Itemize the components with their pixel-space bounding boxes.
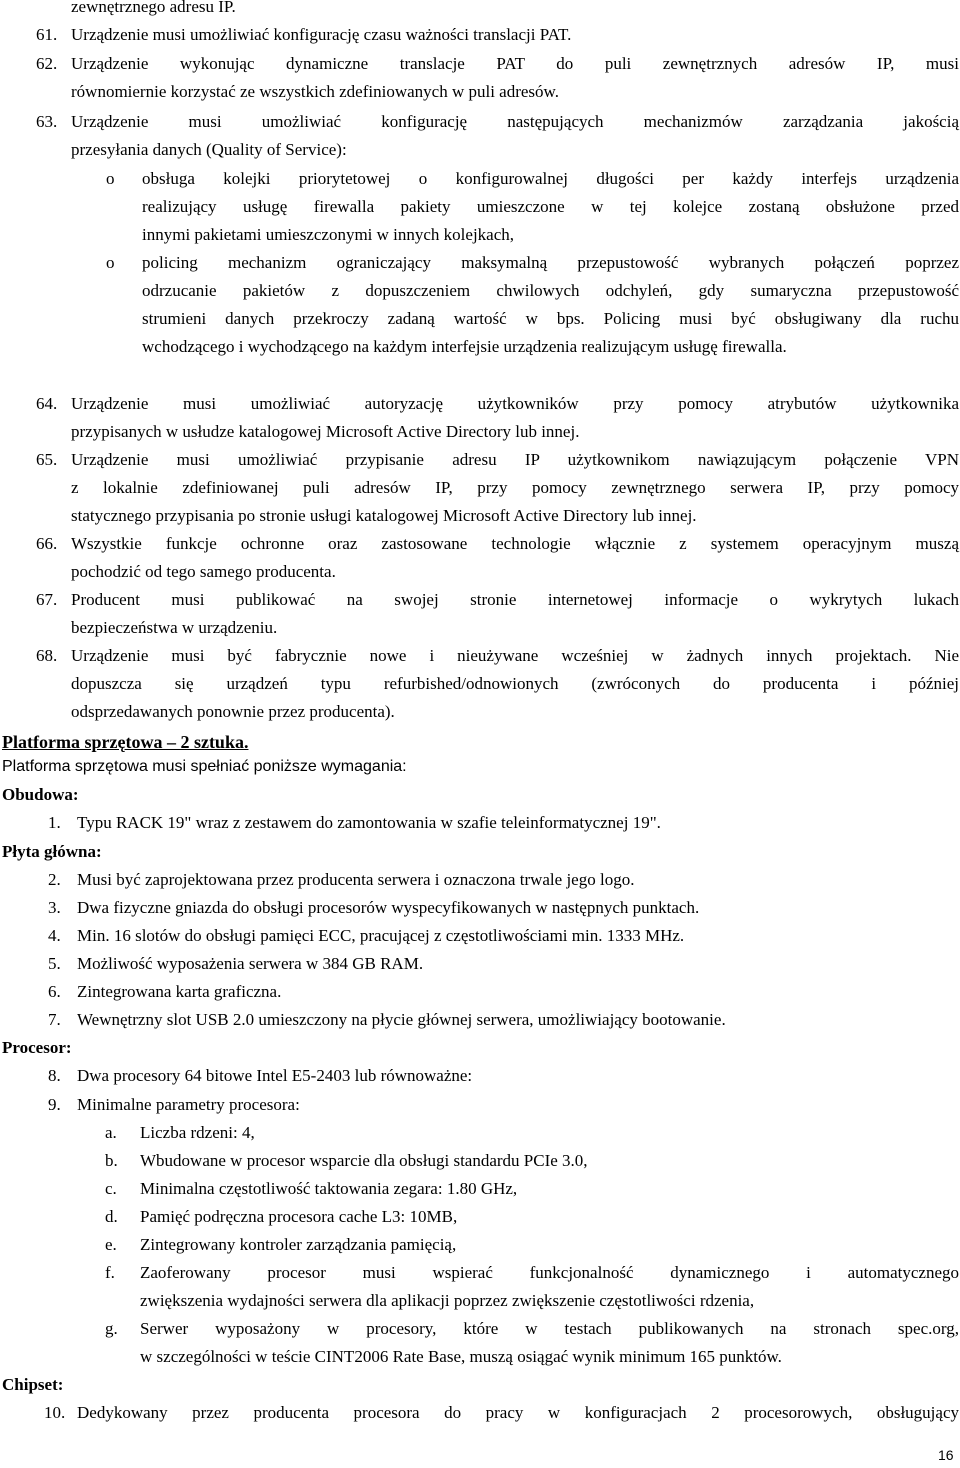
item-number: 1. — [48, 813, 61, 832]
subsection-heading: Płyta główna: — [2, 842, 102, 861]
item-number: 5. — [48, 954, 61, 973]
text-line: Zintegrowana karta graficzna. — [77, 982, 282, 1001]
text-line: w szczególności w teście CINT2006 Rate Base, muszą osiągać wynik minimum 165 punktów. — [140, 1347, 782, 1366]
item-number: 61. — [36, 25, 58, 44]
item-number: 3. — [48, 898, 61, 917]
section-heading: Platforma sprzętowa – 2 sztuka. — [2, 732, 249, 752]
text-line: Zaoferowany procesor musi wspierać funkcjonalność dynamicznego i automatycznego — [140, 1263, 959, 1282]
item-number: 10. — [44, 1403, 66, 1422]
text-line: Minimalne parametry procesora: — [77, 1095, 300, 1114]
item-number: 63. — [36, 112, 58, 131]
text-line: Typu RACK 19" wraz z zestawem do zamontowania w szafie teleinformatycznej 19". — [77, 813, 661, 832]
text-line: dopuszcza się urządzeń typu refurbished/odnowionych (zwróconych do producenta i później — [71, 674, 959, 693]
text-line: Urządzenie musi umożliwiać przypisanie adresu IP użytkownikom nawiązującym połączenie VPN — [71, 450, 959, 469]
text-line: Musi być zaprojektowana przez producenta serwera i oznaczona trwale jego logo. — [77, 870, 635, 889]
text-line: zewnętrznego adresu IP. — [71, 0, 236, 16]
text-line: Min. 16 slotów do obsługi pamięci ECC, pracującej z częstotliwościami min. 1333 MHz. — [77, 926, 685, 945]
text-line: Pamięć podręczna procesora cache L3: 10MB, — [140, 1207, 458, 1226]
text-line: Wbudowane w procesor wsparcie dla obsługi standardu PCIe 3.0, — [140, 1151, 588, 1170]
text-line: Zintegrowany kontroler zarządzania pamięcią, — [140, 1235, 457, 1254]
item-number: 6. — [48, 982, 61, 1001]
section-intro: Platforma sprzętowa musi spełniać poniższe wymagania: — [2, 758, 407, 775]
page-number: 16 — [938, 1447, 954, 1463]
text-line: wchodzącego i wychodzącego na każdym interfejsie urządzenia realizującym usługę firewalla. — [142, 337, 787, 356]
text-line: Urządzenie wykonując dynamiczne translacje PAT do puli zewnętrznych adresów IP, musi — [71, 54, 959, 73]
text-line: przypisanych w usłudze katalogowej Microsoft Active Directory lub innej. — [71, 422, 580, 441]
text-line: równomiernie korzystać ze wszystkich zdefiniowanych w puli adresów. — [71, 82, 559, 101]
item-number: 65. — [36, 450, 58, 469]
sub-item-letter: d. — [105, 1207, 118, 1226]
item-number: 64. — [36, 394, 58, 413]
item-number: 2. — [48, 870, 61, 889]
sub-item-letter: c. — [105, 1179, 117, 1198]
subsection-heading: Chipset: — [2, 1375, 64, 1394]
text-line: policing mechanizm ograniczający maksymalną przepustowość wybranych połączeń poprzez — [142, 253, 959, 272]
item-number: 66. — [36, 534, 58, 553]
text-line: obsługa kolejki priorytetowej o konfigurowalnej długości per każdy interfejs urządzenia — [142, 169, 959, 188]
sub-item-letter: g. — [105, 1319, 118, 1338]
text-line: Urządzenie musi umożliwiać konfigurację następujących mechanizmów zarządzania jakością — [71, 112, 959, 131]
text-line: Dwa procesory 64 bitowe Intel E5-2403 lub równoważne: — [77, 1066, 473, 1085]
text-line: Liczba rdzeni: 4, — [140, 1123, 255, 1142]
subsection-heading: Obudowa: — [2, 785, 79, 804]
text-line: odrzucanie pakietów z dopuszczeniem chwilowych odchyleń, gdy sumaryczna przepustowość — [142, 281, 959, 300]
text-line: statycznego przypisania po stronie usługi katalogowej Microsoft Active Directory lub innej. — [71, 506, 697, 525]
text-line: Możliwość wyposażenia serwera w 384 GB RAM. — [77, 954, 424, 973]
text-line: Wewnętrzny slot USB 2.0 umieszczony na płycie głównej serwera, umożliwiający bootowanie. — [77, 1010, 726, 1029]
text-line: realizujący usługę firewalla pakiety umieszczone w tej kolejce zostaną obsłużone przed — [142, 197, 959, 216]
text-line: Dedykowany przez producenta procesora do pracy w konfiguracjach 2 procesorowych, obsługujący — [77, 1403, 959, 1422]
text-line: bezpieczeństwa w urządzeniu. — [71, 618, 278, 637]
bullet-icon: o — [106, 169, 115, 188]
item-number: 67. — [36, 590, 58, 609]
text-line: strumieni danych przekroczy zadaną wartość w bps. Policing musi być obsługiwany dla ruchu — [142, 309, 959, 328]
subsection-heading: Procesor: — [2, 1038, 72, 1057]
text-line: Dwa fizyczne gniazda do obsługi procesorów wyspecyfikowanych w następnych punktach. — [77, 898, 700, 917]
item-number: 7. — [48, 1010, 61, 1029]
item-number: 4. — [48, 926, 61, 945]
text-line: Urządzenie musi być fabrycznie nowe i nieużywane wcześniej w żadnych innych projektach. Nie — [71, 646, 959, 665]
text-line: Producent musi publikować na swojej stronie internetowej informacje o wykrytych lukach — [71, 590, 959, 609]
sub-item-letter: e. — [105, 1235, 117, 1254]
item-number: 68. — [36, 646, 58, 665]
text-line: odsprzedawanych ponownie przez producenta). — [71, 702, 395, 721]
text-line: przesyłania danych (Quality of Service): — [71, 140, 347, 159]
sub-item-letter: a. — [105, 1123, 117, 1142]
sub-item-letter: b. — [105, 1151, 118, 1170]
sub-item-letter: f. — [105, 1263, 115, 1282]
text-line: Serwer wyposażony w procesory, które w testach publikowanych na stronach spec.org, — [140, 1319, 959, 1338]
item-number: 9. — [48, 1095, 61, 1114]
text-line: Urządzenie musi umożliwiać konfigurację czasu ważności translacji PAT. — [71, 25, 572, 44]
item-number: 62. — [36, 54, 58, 73]
text-line: zwiększenia wydajności serwera dla aplikacji poprzez zwiększenie częstotliwości rdzenia, — [140, 1291, 755, 1310]
text-line: Urządzenie musi umożliwiać autoryzację użytkowników przy pomocy atrybutów użytkownika — [71, 394, 959, 413]
item-number: 8. — [48, 1066, 61, 1085]
text-line: Minimalna częstotliwość taktowania zegara: 1.80 GHz, — [140, 1179, 518, 1198]
text-line: pochodzić od tego samego producenta. — [71, 562, 336, 581]
text-line: Wszystkie funkcje ochronne oraz zastosowane technologie włącznie z systemem operacyjnym muszą — [71, 534, 959, 553]
text-line: innymi pakietami umieszczonymi w innych kolejkach, — [142, 225, 515, 244]
bullet-icon: o — [106, 253, 115, 272]
text-line: z lokalnie zdefiniowanej puli adresów IP, przy pomocy zewnętrznego serwera IP, przy pomocy — [71, 478, 959, 497]
